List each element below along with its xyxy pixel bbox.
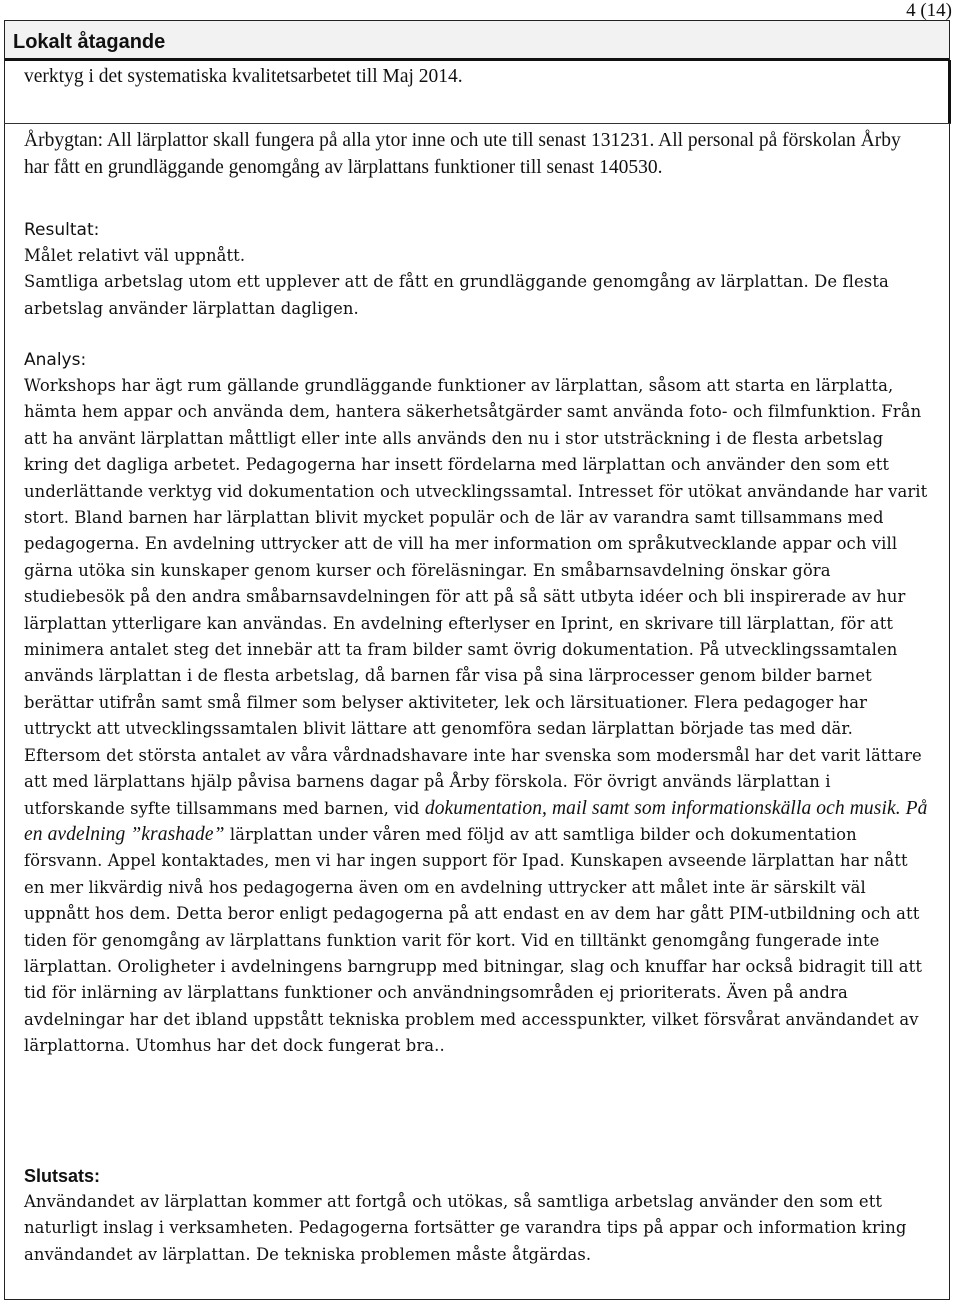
slutsats-text: Användandet av lärplattan kommer att fortgå och utökas, så samtliga arbetslag använder den som ett naturligt inslag i verksamheten. Pedagogerna fortsätter ge varandra tips på appar och information kring användandet av lärplattan. De tekniska problemen måste åtgärdas. <box>24 1192 907 1264</box>
slutsats-section <box>24 1163 930 1268</box>
resultat-section <box>24 217 930 322</box>
section-title: Lokalt åtagande <box>13 31 166 53</box>
page-number: 4 (14) <box>906 0 952 21</box>
horizontal-divider <box>4 123 951 124</box>
right-border-rule <box>948 60 951 124</box>
analys-text-part2: lärplattan under våren med följd av att samtliga bilder och dokumentation försvann. Appel kontaktades, men vi har ingen support för Ipad. Kunskapen avseende lärplattan har nått en mer likvärdig nivå hos pedagogerna även om en avdelning uttrycker att målet inte är särskilt väl uppnått hos dem. Detta beror enligt pedagogerna på att endast en av dem har gått PIM-utbildning och att tiden för genomgång av lärplattans funktion varit för kort. Vid en tilltänkt genomgång fungerade inte lärplattan. Oroligheter i avdelningens barngrupp med bitningar, slag och knuffar har också bidragit till att tid för inlärning av lärplattans funktioner och användningsområden ej prioriterats. Även på andra avdelningar har det ibland uppstått tekniska problem med accesspunkter, vilket försvårat användandet av lärplattorna. Utomhus har det dock fungerat bra.. <box>24 824 923 1056</box>
resultat-line2: Samtliga arbetslag utom ett upplever att de fått en grundläggande genomgång av lärplattan. De flesta arbetslag använder lärplattan dagligen. <box>24 272 889 318</box>
goal-paragraph: Årbygtan: All lärplattor skall fungera på alla ytor inne och ute till senast 131231. All personal på förskolan Årby har fått en grundläggande genomgång av lärplattans funktioner till senast 140530. <box>24 130 901 178</box>
slutsats-heading: Slutsats: <box>24 1166 101 1186</box>
intro-line: verktyg i det systematiska kvalitetsarbetet till Maj 2014. <box>24 66 463 87</box>
analys-text-part1: Workshops har ägt rum gällande grundläggande funktioner av lärplattan, såsom att starta en lärplatta, hämta hem appar och använda dem, hantera säkerhetsåtgärder samt använda foto- och filmfunktion. Från att ha använt lärplattan måttligt eller inte alls används den nu i stor utsträckning i de flesta arbetslag kring det dagliga arbetet. Pedagogerna har insett fördelarna med lärplattan och använder den som ett underlättande verktyg vid dokumentation och utvecklingssamtal. Intresset för utökat användande har varit stort. Bland barnen har lärplattan blivit mycket populär och de lär av varandra samt tillsammans med pedagogerna. En avdelning uttrycker att de vill ha mer information om språkutvecklande appar och vill gärna utöka sin kunskaper genom kurser och föreläsningar. En småbarnsavdelning önskar göra studiebesök på den andra småbarnsavdelningen för att på så sätt utbyta idéer och bli inspirerade av hur lärplattan ytterligare kan användas. En avdelning efterlyser en Iprint, en skrivare till lärplattan, för att minimera antalet steg det innebär att ta fram bilder samt övrig dokumentation. På utvecklingssamtalen används lärplattan i de flesta arbetslag, då barnen får visa på sina lärprocesser genom bilder barnet berättar utifrån samt små filmer som belyser aktiviteter, lek och lärsituationer. Flera pedagoger har uttryckt att utvecklingssamtalen blivit lättare att genomföra sedan lärplattan började tas med där. Eftersom det största antalet av våra vårdnadshavare inte har svenska som modersmål har det varit lättare att med lärplattans hjälp påvisa barnens dagar på Årby förskola. För övrigt används lärplattan i utforskande syfte tillsammans med barnen, vid <box>24 376 928 818</box>
analys-heading: Analys: <box>24 350 87 370</box>
analys-section <box>24 347 930 1060</box>
section-header <box>5 21 949 61</box>
analys-text <box>24 373 930 1060</box>
analys-text-italic: dokumentation, mail samt som informationskälla och musik. På en avdelning ”krashade” <box>24 797 928 845</box>
resultat-line1: Målet relativt väl uppnått. <box>24 246 246 265</box>
resultat-heading: Resultat: <box>24 220 100 240</box>
